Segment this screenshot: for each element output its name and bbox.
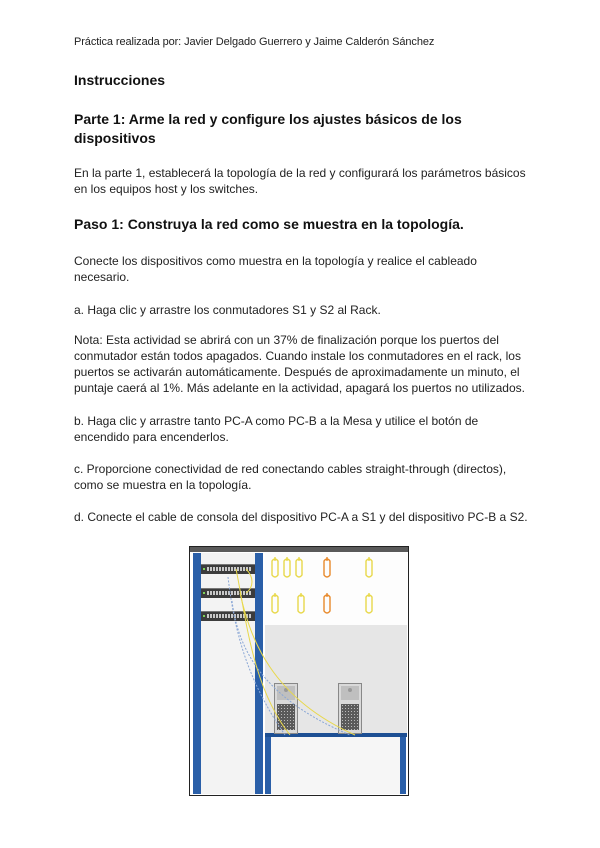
straight-cable-s2[interactable] xyxy=(240,593,355,735)
cable-coil-yellow-6[interactable] xyxy=(298,593,304,613)
console-cable-pc-a[interactable] xyxy=(228,577,285,735)
cable-coil-yellow-4[interactable] xyxy=(366,557,372,577)
cables-svg xyxy=(190,547,408,795)
cable-coil-orange-2[interactable] xyxy=(324,593,330,613)
step-d-paragraph: d. Conecte el cable de consola del dispositivo PC-A a S1 y del dispositivo PC-B a S2. xyxy=(74,510,528,524)
section-heading-instrucciones: Instrucciones xyxy=(74,72,166,88)
physical-workspace-figure xyxy=(189,546,409,796)
console-cable-pc-b[interactable] xyxy=(232,601,350,735)
straight-cable-s1[interactable] xyxy=(236,569,290,735)
note-paragraph: Nota: Esta actividad se abrirá con un 37% de finalización porque los puertos del conmutador están todos apagados. Cuando instale los conmutadores en el rack, los puertos se activarán automáticamente. Después de aproximadamente un minuto, el puntaje caerá al 1%. Más adelante en la actividad, apagará los puertos no utilizados. xyxy=(74,333,525,395)
step-a-paragraph: a. Haga clic y arrastre los conmutadores S1 y S2 al Rack. xyxy=(74,303,381,317)
trunk-cable-s1-s2[interactable] xyxy=(246,569,252,593)
cable-coil-orange-1[interactable] xyxy=(324,557,330,577)
cable-coil-yellow-2[interactable] xyxy=(284,557,290,577)
document-header: Práctica realizada por: Javier Delgado Guerrero y Jaime Calderón Sánchez xyxy=(74,36,435,48)
parte1-intro-paragraph: En la parte 1, establecerá la topología de la red y configurará los parámetros básicos en los equipos host y los switches. xyxy=(74,166,526,196)
cable-coil-yellow-7[interactable] xyxy=(366,593,372,613)
step-heading-paso1: Paso 1: Construya la red como se muestra en la topología. xyxy=(74,216,464,232)
paso1-intro-paragraph: Conecte los dispositivos como muestra en la topología y realice el cableado necesario. xyxy=(74,254,477,284)
step-c-paragraph: c. Proporcione conectividad de red conectando cables straight-through (directos), como se muestra en la topología. xyxy=(74,462,507,492)
cable-coil-yellow-3[interactable] xyxy=(296,557,302,577)
step-b-paragraph: b. Haga clic y arrastre tanto PC-A como PC-B a la Mesa y utilice el botón de encendido para encenderlos. xyxy=(74,414,479,444)
cable-coil-yellow-1[interactable] xyxy=(272,557,278,577)
cable-coil-yellow-5[interactable] xyxy=(272,593,278,613)
section-heading-parte1: Parte 1: Arme la red y configure los ajustes básicos de los dispositivos xyxy=(74,111,462,146)
